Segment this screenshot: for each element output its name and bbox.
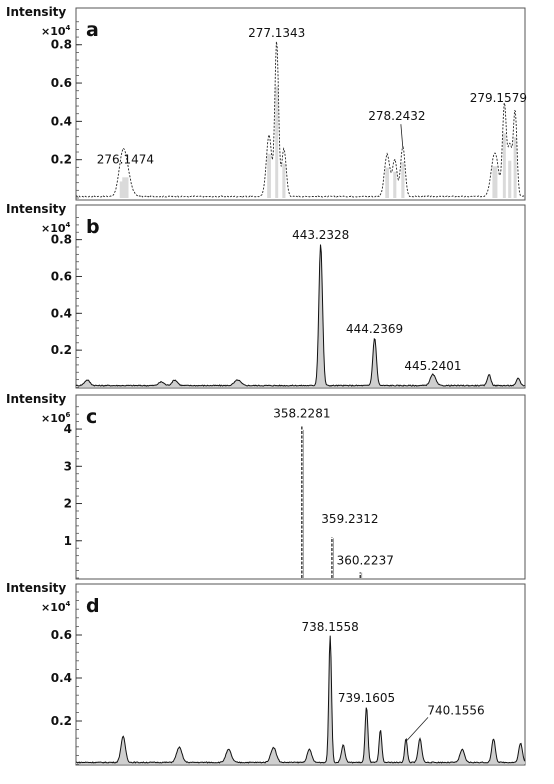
y-axis-label: Intensity bbox=[6, 581, 67, 595]
y-tick-label: 0.6 bbox=[50, 269, 72, 284]
peak-bar bbox=[267, 154, 271, 198]
multiplier-exponent: 6 bbox=[65, 411, 71, 419]
peak-label: 277.1343 bbox=[248, 25, 306, 40]
y-tick-label: 0.6 bbox=[50, 628, 72, 642]
spectrum-fill bbox=[76, 636, 525, 764]
y-tick-label: 1 bbox=[63, 533, 72, 548]
peak-label: 445.2401 bbox=[404, 358, 462, 373]
y-tick-label: 0.8 bbox=[50, 232, 72, 247]
panel-label: a bbox=[86, 19, 99, 41]
y-tick-label: 2 bbox=[63, 496, 72, 511]
peak-bar bbox=[393, 172, 396, 198]
peak-bar bbox=[282, 164, 285, 198]
multiplier-exponent: 4 bbox=[65, 221, 71, 229]
peak-label: 358.2281 bbox=[273, 406, 331, 421]
peak-bar bbox=[120, 181, 125, 198]
peak-label: 279.1579 bbox=[469, 90, 527, 105]
peak-label: 276.1474 bbox=[96, 152, 155, 167]
peak-label: 740.1556 bbox=[427, 703, 485, 718]
peak-bar bbox=[401, 162, 404, 198]
y-tick-label: 0.6 bbox=[50, 76, 72, 91]
plot-frame bbox=[76, 395, 525, 579]
panel-d bbox=[6, 581, 525, 765]
peak-bar bbox=[503, 133, 506, 198]
y-tick-label: 0.8 bbox=[50, 37, 72, 52]
y-tick-label: 0.2 bbox=[50, 714, 72, 728]
y-tick-label: 0.2 bbox=[50, 343, 72, 358]
spectrum-trace bbox=[76, 636, 525, 763]
multiplier-exponent: 4 bbox=[65, 24, 71, 32]
peak-label: 739.1605 bbox=[337, 691, 396, 706]
panel-label: d bbox=[86, 595, 100, 617]
y-tick-label: 3 bbox=[63, 459, 72, 474]
peak-bar bbox=[385, 168, 389, 198]
y-axis-label: Intensity bbox=[6, 5, 67, 19]
plot-frame bbox=[76, 584, 525, 765]
panel-b bbox=[6, 202, 525, 388]
peak-bar bbox=[492, 166, 497, 198]
multiplier-base: ×10 bbox=[41, 222, 66, 235]
panel-label: c bbox=[86, 406, 98, 428]
panel-label: b bbox=[86, 216, 100, 238]
panel-c bbox=[6, 392, 525, 579]
multiplier-exponent: 4 bbox=[65, 600, 71, 608]
multiplier-base: ×10 bbox=[41, 25, 66, 38]
y-axis-label: Intensity bbox=[6, 202, 67, 216]
y-tick-label: 0.2 bbox=[50, 152, 72, 167]
peak-leader-line bbox=[407, 717, 428, 740]
y-axis-multiplier bbox=[41, 24, 71, 38]
peak-label: 738.1558 bbox=[301, 620, 359, 635]
y-axis-multiplier bbox=[41, 600, 71, 614]
y-tick-label: 0.4 bbox=[50, 671, 72, 685]
peak-bar bbox=[508, 161, 511, 198]
peak-bar bbox=[275, 86, 278, 198]
y-tick-label: 0.4 bbox=[50, 306, 72, 321]
y-tick-label: 4 bbox=[63, 422, 72, 437]
peak-bar bbox=[514, 137, 517, 198]
y-axis-label: Intensity bbox=[6, 392, 67, 406]
peak-label: 359.2312 bbox=[321, 512, 379, 527]
peak-leader-line bbox=[401, 124, 403, 148]
peak-label: 360.2237 bbox=[336, 553, 394, 568]
panel-a bbox=[6, 5, 527, 200]
peak-label: 444.2369 bbox=[345, 322, 404, 337]
multiplier-base: ×10 bbox=[41, 601, 66, 614]
peak-label: 443.2328 bbox=[292, 228, 350, 243]
peak-label: 278.2432 bbox=[368, 109, 426, 124]
multiplier-base: ×10 bbox=[41, 412, 66, 425]
y-tick-label: 0.4 bbox=[50, 114, 72, 129]
spectrum-trace bbox=[76, 42, 525, 197]
